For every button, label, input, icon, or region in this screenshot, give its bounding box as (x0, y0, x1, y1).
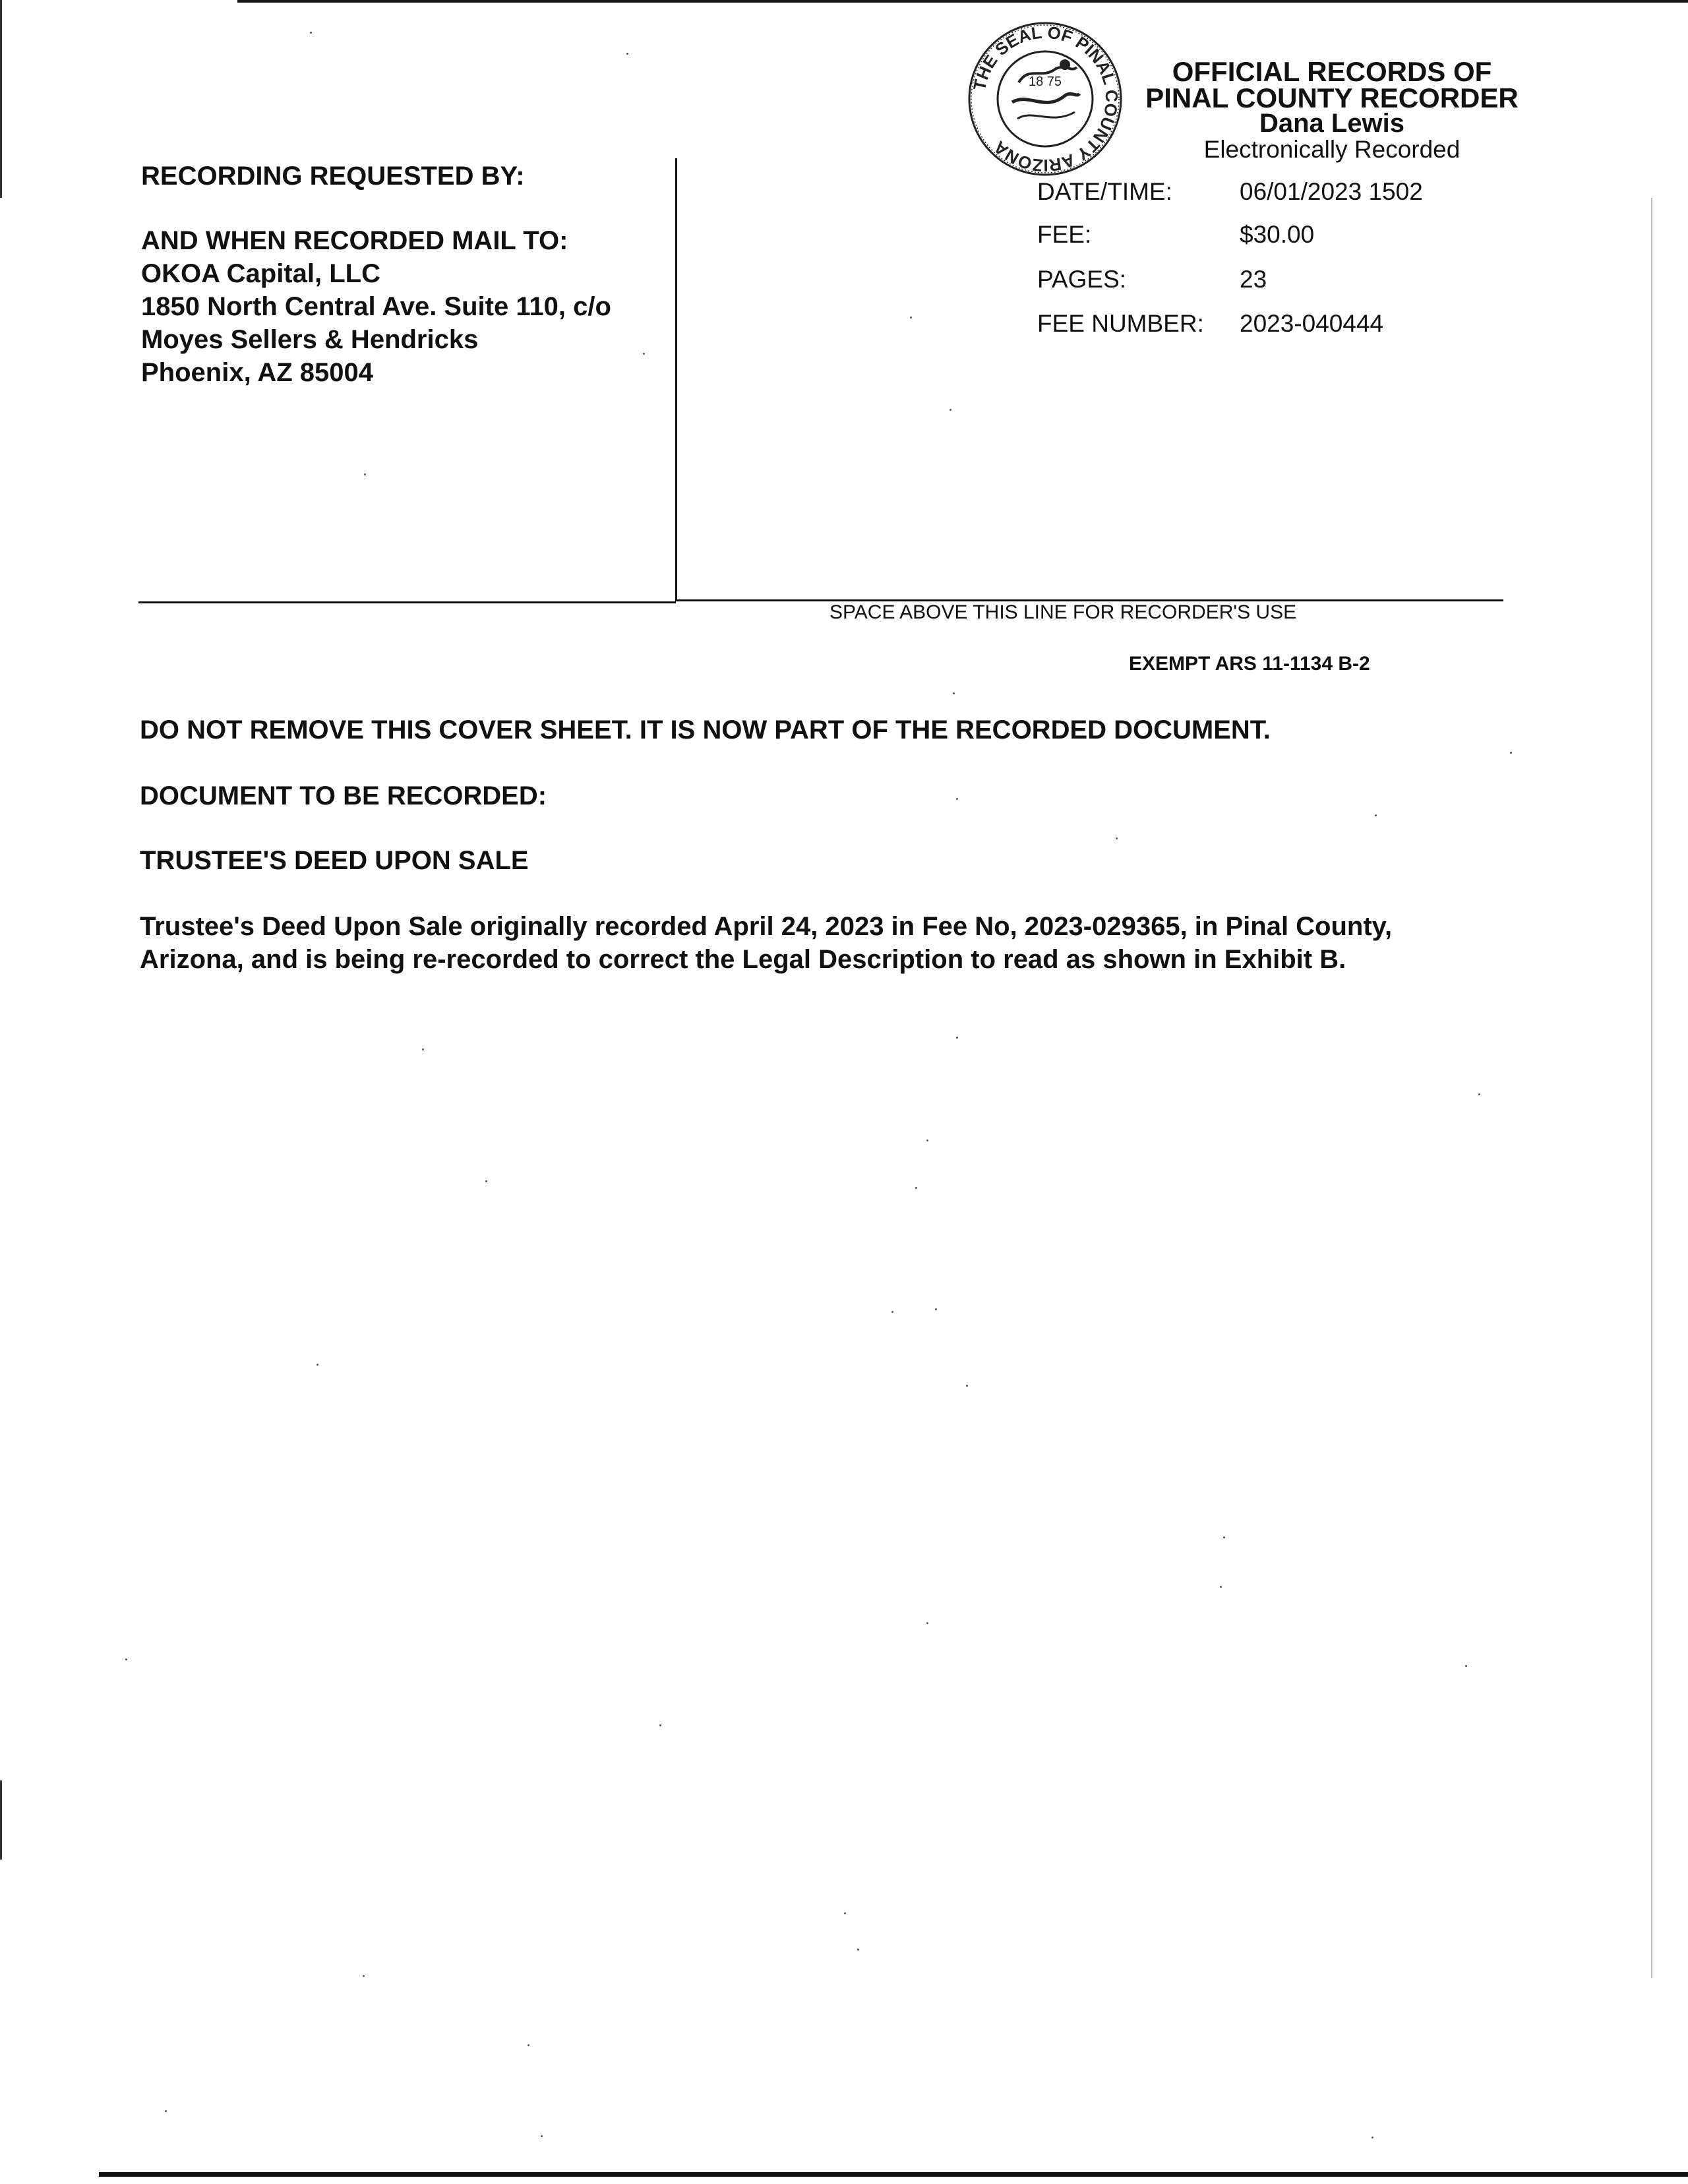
scan-edge-top (237, 0, 1688, 3)
mail-to-line: Moyes Sellers & Hendricks (141, 325, 479, 354)
field-label-fee-number: FEE NUMBER: (1037, 310, 1204, 337)
field-label-datetime: DATE/TIME: (1037, 178, 1172, 205)
recording-requested-by-label: RECORDING REQUESTED BY: (141, 162, 525, 191)
description-line: Trustee's Deed Upon Sale originally recorded April 24, 2023 in Fee No, 2023-029365, in Pinal County, (140, 912, 1393, 941)
county-seal-icon (966, 20, 1124, 178)
scan-edge-right (1651, 198, 1652, 1978)
scan-edge-left (0, 0, 2, 198)
document-to-be-recorded-label: DOCUMENT TO BE RECORDED: (140, 781, 547, 810)
scan-edge-bottom (99, 2172, 1688, 2177)
field-label-pages: PAGES: (1037, 266, 1127, 293)
header-divider-vertical (675, 158, 677, 600)
field-value-pages: 23 (1240, 266, 1267, 293)
recorder-title-line1: OFFICIAL RECORDS OF (1172, 56, 1492, 87)
document-title: TRUSTEE'S DEED UPON SALE (140, 846, 529, 875)
field-value-fee-number: 2023-040444 (1240, 310, 1384, 337)
header-rule-left (138, 601, 676, 603)
seal-year: 18 75 (1028, 75, 1062, 89)
mail-to-line: Phoenix, AZ 85004 (141, 358, 373, 387)
field-value-datetime: 06/01/2023 1502 (1240, 178, 1423, 205)
cover-sheet-notice: DO NOT REMOVE THIS COVER SHEET. IT IS NOW PART OF THE RECORDED DOCUMENT. (140, 715, 1271, 744)
recorder-use-note: SPACE ABOVE THIS LINE FOR RECORDER'S USE (829, 601, 1297, 623)
scan-edge-left-lower (0, 1780, 2, 1860)
field-label-fee: FEE: (1037, 221, 1092, 248)
recorder-name: Dana Lewis (1259, 109, 1405, 138)
recorder-title-line2: PINAL COUNTY RECORDER (1145, 82, 1519, 113)
exempt-note: EXEMPT ARS 11-1134 B-2 (1129, 653, 1370, 675)
mail-to-line: 1850 North Central Ave. Suite 110, c/o (141, 292, 611, 321)
mail-to-line: OKOA Capital, LLC (141, 259, 380, 288)
mail-to-label: AND WHEN RECORDED MAIL TO: (141, 226, 568, 255)
recording-status: Electronically Recorded (1203, 136, 1461, 163)
description-line: Arizona, and is being re-recorded to correct the Legal Description to read as shown in Exhibit B. (140, 945, 1346, 974)
field-value-fee: $30.00 (1240, 221, 1315, 248)
seal-ring-text: THE SEAL OF PINAL COUNTY ARIZONA (969, 22, 1122, 176)
